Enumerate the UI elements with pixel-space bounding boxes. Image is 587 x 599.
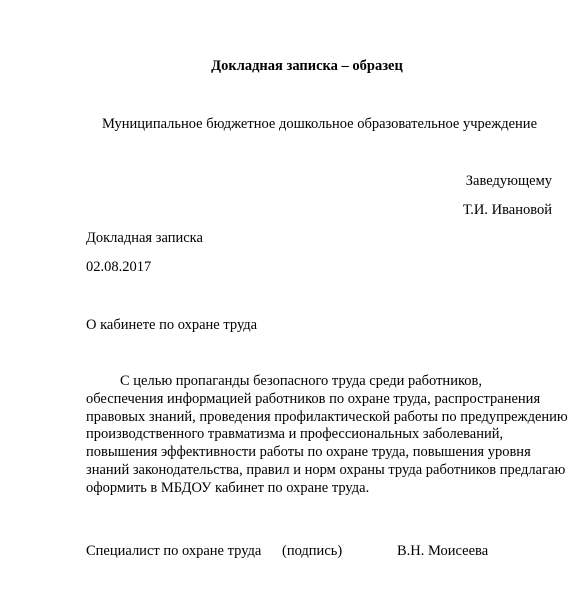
document-date: 02.08.2017 <box>86 259 152 275</box>
document-subject: О кабинете по охране труда <box>86 317 258 333</box>
signature-name: В.Н. Моисеева <box>397 543 489 559</box>
signature-placeholder: (подпись) <box>282 543 343 559</box>
addressee-position: Заведующему <box>465 173 552 189</box>
body-line: производственного травматизма и профессиональных заболеваний, <box>86 426 504 443</box>
body-line: правовых знаний, проведения профилактической работы по предупреждению <box>86 408 568 425</box>
document-body <box>86 373 566 498</box>
body-line: С целью пропаганды безопасного труда среди работников, <box>120 373 482 389</box>
organization-name: Муниципальное бюджетное дошкольное образовательное учреждение <box>102 116 537 132</box>
body-line: обеспечения информацией работников по охране труда, распространения <box>86 390 541 407</box>
addressee-name: Т.И. Ивановой <box>462 202 552 218</box>
body-line: оформить в МБДОУ кабинет по охране труда. <box>86 479 370 496</box>
document-title: Докладная записка – образец <box>211 58 403 74</box>
signature-role: Специалист по охране труда <box>86 543 262 559</box>
document-type: Докладная записка <box>86 230 203 246</box>
body-line: знаний законодательства, правил и норм охраны труда работников предлагаю <box>86 461 566 478</box>
body-line: повышения эффективности работы по охране труда, повышения уровня <box>86 444 531 461</box>
